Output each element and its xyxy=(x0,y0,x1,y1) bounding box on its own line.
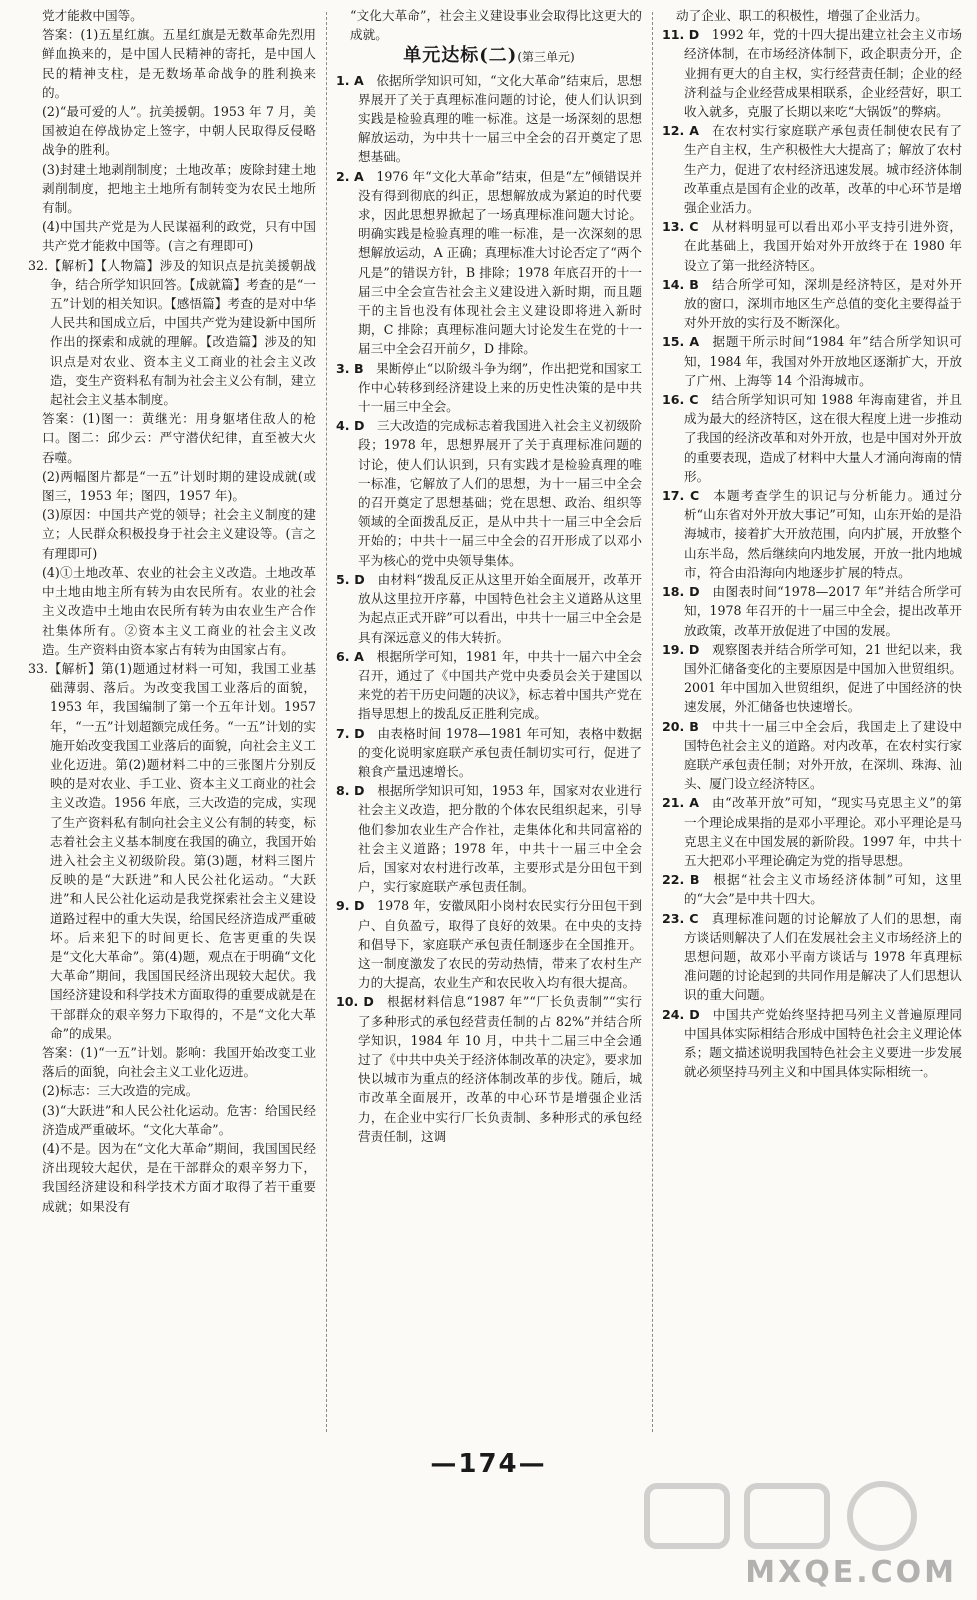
text-paragraph: 32.【解析】【人物篇】涉及的知识点是抗美援朝战争，结合所学知识回答。【成就篇】考查的是“一五”计划的相关知识。【感悟篇】考查的是对中华人民共和国成立后，中国共产党为建设新中国所作出的探索和成就的理解。【改造篇】涉及的知识点是对农业、资本主义工商业的社会主义改造，变生产资料私有制为社会主义公有制，建立起社会主义基本制度。 xyxy=(28,257,316,408)
answer-item xyxy=(336,781,642,896)
answer-text: 据题干所示时间“1984 年”结合所学知识可知，1984 年，我国对外开放地区逐渐扩大，开放了广州、上海等 14 个沿海城市。 xyxy=(684,334,962,388)
answer-text: 由材料“拨乱反正从这里开始全面展开，改革开放从这里拉开序幕，中国特色社会主义道路从这里为起点正式开辟”可以看出，中共十一届三中全会是具有深远意义的伟大转折。 xyxy=(358,571,642,645)
answer-number: 5. D xyxy=(336,571,365,587)
answer-number: 9. D xyxy=(336,898,365,914)
text-paragraph: 党才能救中国等。 xyxy=(42,8,143,23)
answer-text: 由表格时间 1978—1981 年可知，表格中数据的变化说明家庭联产承包责任制切实可行，促进了粮食产量迅速增长。 xyxy=(358,725,642,779)
answer-list xyxy=(662,25,962,1081)
text-paragraph: (2)标志：三大改造的完成。 xyxy=(42,1083,199,1099)
answer-number: 18. D xyxy=(662,584,700,600)
text-paragraph: (3)原因：中国共产党的领导；社会主义制度的建立；人民群众积极投身于社会主义建设等。(言之有理即可) xyxy=(42,507,316,561)
answer-number: 8. D xyxy=(336,783,365,799)
answer-number: 23. C xyxy=(662,910,699,926)
unit-title-main: 单元达标(二) xyxy=(403,45,518,67)
continued-text: “文化大革命”，社会主义建设事业会取得比这更大的成就。 xyxy=(350,8,642,43)
text-paragraph: (3)封建土地剥削制度；土地改革；废除封建土地剥削制度，把地主土地所有制转变为农民土地所有制。 xyxy=(42,161,316,216)
answer-number: 12. A xyxy=(662,123,700,139)
answer-text: 中共十一届三中全会后，我国走上了建设中国特色社会主义的道路。对内改革，在农村实行家庭联产承包责任制；对外开放，在深圳、珠海、汕头、厦门设立经济特区。 xyxy=(684,718,963,792)
answer-number: 15. A xyxy=(662,334,700,350)
column-divider xyxy=(326,12,327,1432)
column-divider xyxy=(652,12,653,1432)
text-paragraph: 答案：(1)图一：黄继光：用身躯堵住敌人的枪口。图二：邱少云：严守潜伏纪律，直至被大火吞噬。 xyxy=(42,411,316,465)
answer-item xyxy=(336,570,642,647)
answer-item xyxy=(662,909,962,1005)
answer-number: 14. B xyxy=(662,276,699,292)
answer-number: 4. D xyxy=(336,418,365,434)
answer-number: 13. C xyxy=(662,219,699,235)
answer-item xyxy=(662,793,962,870)
answer-number: 3. B xyxy=(336,360,364,376)
answer-number: 17. C xyxy=(662,488,700,504)
page-number: —174— xyxy=(430,1449,547,1479)
answer-item xyxy=(336,896,642,992)
unit-title-sub: (第三单元) xyxy=(517,50,575,65)
answer-number: 2. A xyxy=(336,168,364,184)
answer-number: 16. C xyxy=(662,392,699,408)
answer-item xyxy=(336,724,642,782)
answer-text: 本题考查学生的识记与分析能力。通过分析“山东省对外开放大事记”可知，山东开始的是沿海城市，接着扩大开放范围，向内扩展，开放整个山东半岛，然后继续向内地发展，开放一批内地城市，符合由沿海向内地逐步扩展的特点。 xyxy=(684,488,963,580)
answer-item xyxy=(336,359,642,417)
answer-text: 由“改革开放”可知，“现实马克思主义”的第一个理论成果指的是邓小平理论。邓小平理论是马克思主义在中国发展的新阶段。1997 年，中共十五大把邓小平理论确定为党的指导思想。 xyxy=(684,795,962,868)
page-content xyxy=(18,6,963,1446)
answer-text: 由图表时间“1978—2017 年”并结合所学可知，1978 年召开的十一届三中全会，提出改革开放政策，改革开放促进了中国的发展。 xyxy=(684,584,963,638)
answer-number: 7. D xyxy=(336,725,365,741)
answer-item xyxy=(662,121,962,217)
unit-title xyxy=(336,46,642,67)
answer-item xyxy=(662,25,962,121)
answer-number: 1. A xyxy=(336,72,364,88)
text-paragraph: (2)两幅图片都是“一五”计划时期的建设成就(或图三，1953 年；图四，1957 年)。 xyxy=(42,468,316,504)
text-paragraph: (3)“大跃进”和人民公社化运动。危害：给国民经济造成严重破坏。“文化大革命”。 xyxy=(42,1102,316,1137)
text-paragraph: (2)“最可爱的人”。抗美援朝。1953 年 7 月，美国被迫在停战协定上签字，中朝人民取得反侵略战争的胜利。 xyxy=(42,104,316,158)
answer-item xyxy=(662,640,962,717)
answer-text: 在农村实行家庭联产承包责任制使农民有了生产自主权，生产积极性大大提高了；解放了农村生产力，促进了农村经济迅速发展。城市经济体制改革重点是国有企业的改革，改革的中心环节是增强企业活力。 xyxy=(684,123,962,216)
answer-text: 1976 年“文化大革命”结束，但是“左”倾错误并没有得到彻底的纠正，思想解放成为紧迫的时代要求，因此思想界掀起了一场真理标准问题大讨论。明确实践是检验真理的唯一标准，是一次深刻的思想解放运动，A 正确；真理标准大讨论否定了“两个凡是”的错误方针，B 排除；1978 年底召开的十一届三中全会宣告社会主义建设进入新时期，而且题干的主旨也没有体现社会主义建设即将进入新时期，C 排除；真理标准问题大讨论发生在党的十一届三中全会召开前夕，D 排除。 xyxy=(358,168,643,357)
answer-item xyxy=(662,390,962,486)
answer-item xyxy=(662,582,962,640)
answer-item xyxy=(336,647,642,724)
answer-text: 结合所学知识可知 1988 年海南建省，并且成为最大的经济特区，这在很大程度上进一步推动了我国的经济改革和对外开放，也是中国对外开放的重要表现，造成了材料中大量人才涌向海南的情形。 xyxy=(684,392,963,484)
answer-list xyxy=(336,71,642,1146)
watermark-text: MXQE.COM xyxy=(745,1554,957,1590)
text-paragraph: (4)中国共产党是为人民谋福利的政党，只有中国共产党才能救中国等。(言之有理即可) xyxy=(42,219,316,254)
answer-item xyxy=(662,870,962,908)
answer-text: 从材料明显可以看出邓小平支持引进外资，在此基础上，我国开始对外开放终于在 1980 年设立了第一批经济特区。 xyxy=(684,219,962,273)
answer-number: 24. D xyxy=(662,1006,700,1022)
answer-item xyxy=(662,717,962,794)
answer-number: 11. D xyxy=(662,27,700,43)
answer-text: 依据所学知识可知，“文化大革命”结束后，思想界展开了关于真理标准问题的讨论，使人们认识到实践是检验真理的唯一标准。这是一场深刻的思想解放运动，为中共十一届三中全会的召开奠定了思想基础。 xyxy=(358,72,642,165)
answer-item xyxy=(662,275,962,333)
answer-number: 6. A xyxy=(336,648,364,664)
text-paragraph: 33.【解析】第(1)题通过材料一可知，我国工业基础薄弱、落后。为改变我国工业落后的面貌，1953 年，我国编制了第一个五年计划。1957 年，“一五”计划超额完成任务。“一五”计划的实施开始改变我国工业落后的面貌，向社会主义工业化迈进。第(2)题材料二中的三张图片分别反映的是对农业、手工业、资本主义工商业的社会主义改造。1956 年底，三大改造的完成，实现了生产资料私有制向社会主义公有制的转变，标志着社会主义基本制度在我国的确立，我国开始进入社会主义初级阶段。第(3)题，材料三图片反映的是“大跃进”和人民公社化运动。“大跃进”和人民公社化运动是我党探索社会主义建设道路过程中的重大失误，给国民经济造成严重破坏。后来犯下的时间更长、危害更重的失误是“文化大革命”。第(4)题，观点在于明确“文化大革命”期间，我国国民经济出现较大起伏。我国经济建设和科学技术方面取得的重要成就是在干部群众的艰辛努力下取得的，不是“文化大革命”的成果。 xyxy=(28,660,316,1041)
answer-text: 根据“社会主义市场经济体制”可知，这里的“大会”是中共十四大。 xyxy=(684,872,962,907)
answer-number: 19. D xyxy=(662,641,700,657)
answer-text: 根据材料信息“1987 年”“厂长负责制”“实行了多种形式的承包经营责任制的占 82%”并结合所学知识，1984 年 10 月，中共十二届三中全会通过了《中共中央关于经济体制改革的决定》，要求加快以城市为重点的经济体制改革的步伐。随后，城市改革全面展开，改革的中心环节是增强企业活力，在企业中实行厂长负责制、多种形式的承包经营责任制，这调 xyxy=(358,994,643,1144)
answer-item xyxy=(336,167,642,359)
answer-number: 10. D xyxy=(336,994,374,1010)
answer-text: 真理标准问题的讨论解放了人们的思想，南方谈话则解决了人们在发展社会主义市场经济上的思想问题，故邓小平南方谈话与 1978 年真理标准问题的讨论起到的共同作用是解决了人们思想认识的重大问题。 xyxy=(684,910,962,1003)
answer-item xyxy=(336,416,642,570)
left-column xyxy=(28,6,316,1216)
answer-item xyxy=(662,486,962,582)
answer-text: 观察图表并结合所学可知，21 世纪以来，我国外汇储备变化的主要原因是中国加入世贸组织。2001 年中国加入世贸组织，促进了中国经济的快速发展，外汇储备也快速增长。 xyxy=(684,641,962,715)
text-paragraph: (4)不是。因为在“文化大革命”期间，我国国民经济出现较大起伏，是在干部群众的艰辛努力下，我国经济建设和科学技术方面才取得了若干重要成就；如果没有 xyxy=(42,1140,316,1214)
answer-text: 根据所学知识可知，1953 年，国家对农业进行社会主义改造，把分散的个体农民组织起来，引导他们参加农业生产合作社，走集体化和共同富裕的社会主义道路；1978 年，中共十一届三中全会后，国家对农村进行改革，主要形式是分田包干到户，实行家庭联产承包责任制。 xyxy=(358,783,642,895)
answer-item xyxy=(662,1005,962,1082)
answer-text: 三大改造的完成标志着我国进入社会主义初级阶段；1978 年，思想界展开了关于真理标准问题的讨论，使人们认识到，只有实践才是检验真理的唯一标准，它解放了人们的思想，为十一届三中全会的召开奠定了思想基础；党在思想、政治、组织等领域的全面拨乱反正，是从中共十一届三中全会后开始的；中共十一届三中全会的召开形成了以邓小平为核心的党中央领导集体。 xyxy=(358,418,643,568)
answer-item xyxy=(662,217,962,275)
answer-text: 1992 年，党的十四大提出建立社会主义市场经济体制，在市场经济体制下，政企职责分开，企业拥有更大的自主权，实行经营责任制；企业的经济利益与企业经营成果相联系，企业经营好，职工收入就多，克服了长期以来吃“大锅饭”的弊病。 xyxy=(684,27,962,120)
answer-text: 果断停止“以阶级斗争为纲”，作出把党和国家工作中心转移到经济建设上来的历史性决策的是中共十一届三中全会。 xyxy=(358,360,643,415)
answer-text: 结合所学可知，深圳是经济特区，是对外开放的窗口，深圳市地区生产总值的变化主要得益于对外开放的实行及不断深化。 xyxy=(684,276,963,331)
answer-text: 中国共产党始终坚持把马列主义普遍原理同中国具体实际相结合形成中国特色社会主义理论体系；题文描述说明我国特色社会主义要进一步发展就必须坚持马列主义和中国具体实际相统一。 xyxy=(684,1006,962,1080)
middle-column xyxy=(336,6,642,1146)
answer-item xyxy=(336,992,642,1146)
answer-item xyxy=(662,332,962,390)
answer-number: 21. A xyxy=(662,795,699,811)
answer-number: 20. B xyxy=(662,718,699,734)
text-paragraph: (4)①土地改革、农业的社会主义改造。土地改革中土地由地主所有转为由农民所有。农业的社会主义改造中土地由农民所有转为由农业生产合作社集体所有。②资本主义工商业的社会主义改造。生产资料由资本家占有转为由国家占有。 xyxy=(42,564,316,657)
answer-text: 1978 年，安徽凤阳小岗村农民实行分田包干到户、自负盈亏，取得了良好的效果。在中央的支持和倡导下，家庭联产承包责任制逐步在全国推开。这一制度激发了农民的劳动热情，带来了农村生产力的大提高，农业生产和农民收入均有很大提高。 xyxy=(358,898,642,991)
answer-item xyxy=(336,71,642,167)
text-paragraph: 答案：(1)“一五”计划。影响：我国开始改变工业落后的面貌，向社会主义工业化迈进。 xyxy=(42,1044,316,1080)
text-paragraph: 答案：(1)五星红旗。五星红旗是无数革命先烈用鲜血换来的，是中国人民精神的寄托，是中国人民的精神支柱，是无数场革命战争的胜利换来的。 xyxy=(42,27,316,100)
answer-text: 根据所学可知，1981 年，中共十一届六中全会召开，通过了《中国共产党中央委员会关于建国以来党的若干历史问题的决议》，标志着中国共产党在指导思想上的拨乱反正胜利完成。 xyxy=(358,648,642,722)
continued-text: 动了企业、职工的积极性，增强了企业活力。 xyxy=(676,8,928,23)
right-column xyxy=(662,6,962,1081)
answer-number: 22. B xyxy=(662,872,700,888)
